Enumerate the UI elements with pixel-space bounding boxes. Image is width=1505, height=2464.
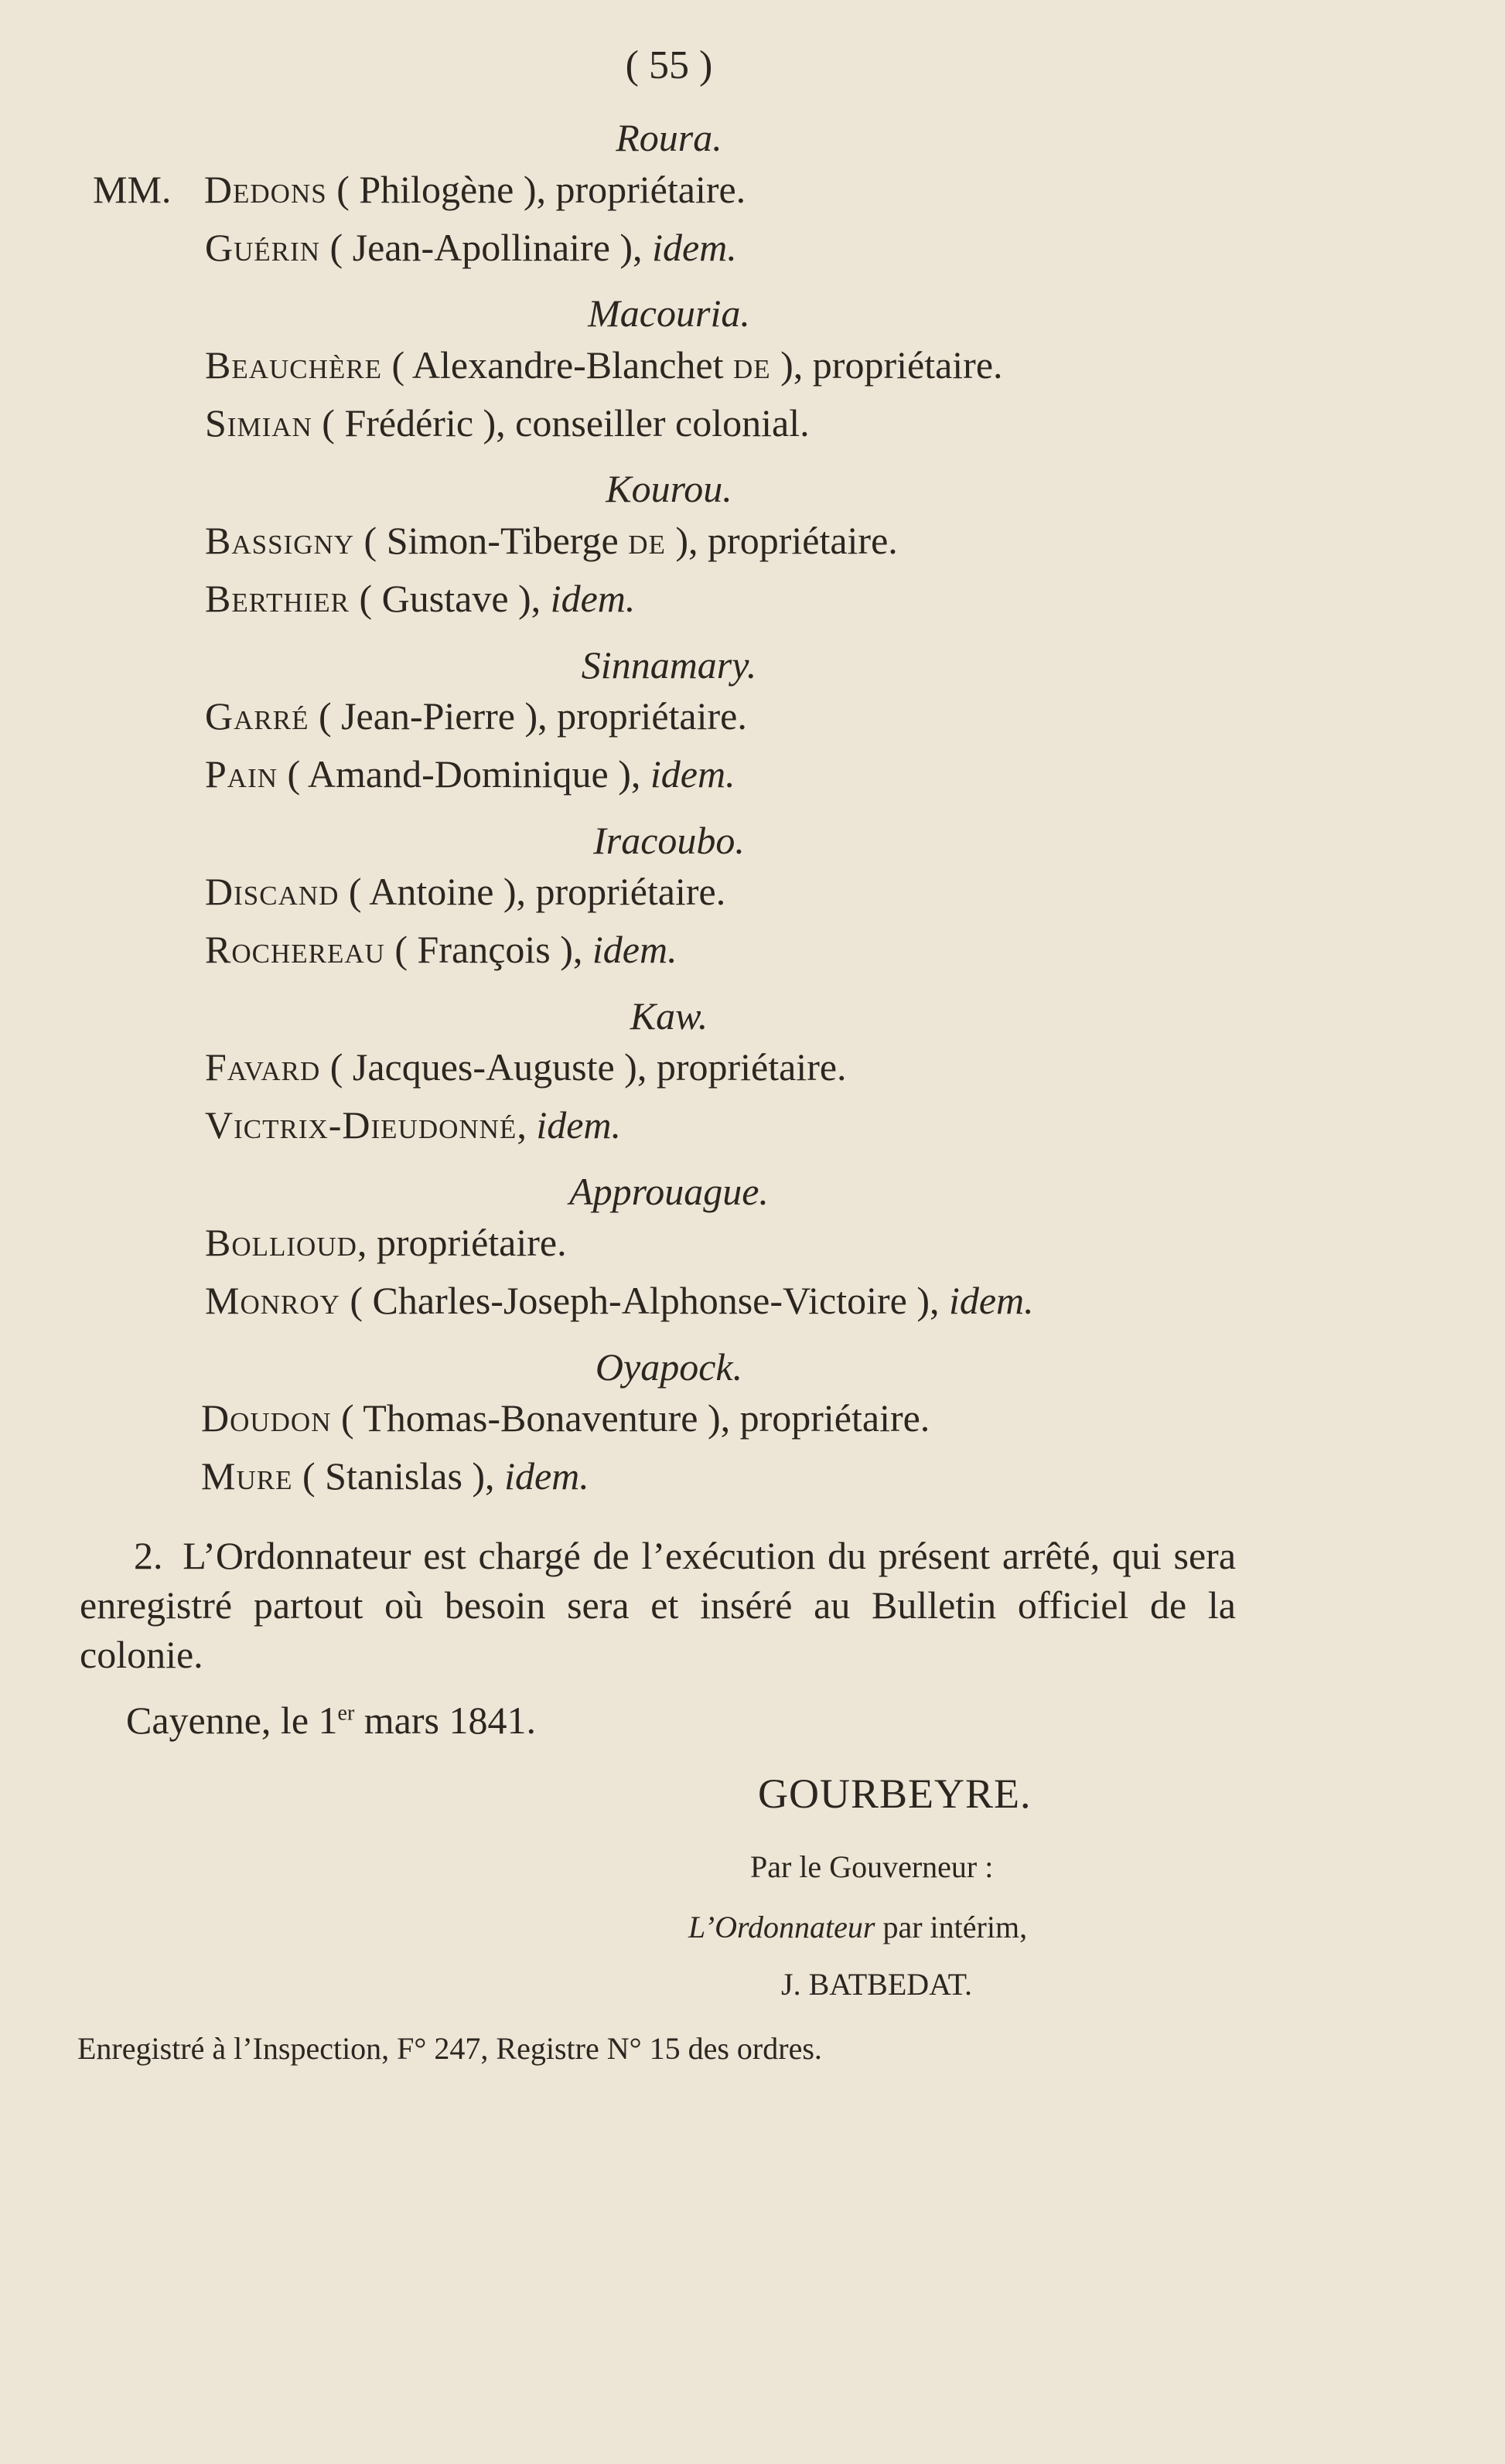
particle: de bbox=[628, 519, 666, 562]
list-entry bbox=[205, 342, 1003, 388]
list-entry bbox=[205, 575, 635, 622]
signature-by: Par le Gouverneur : bbox=[750, 1849, 994, 1884]
entry-details: ( Jean-Apollinaire ), bbox=[320, 226, 653, 269]
idem: idem. bbox=[592, 928, 677, 971]
surname: Guérin bbox=[205, 226, 321, 269]
entry-details: ( Charles-Joseph-Alphonse-Victoire ), bbox=[340, 1279, 949, 1322]
date-after: mars 1841. bbox=[354, 1699, 536, 1742]
surname: Dedons bbox=[203, 168, 327, 211]
list-entry bbox=[205, 1102, 621, 1148]
entry-details: ( Philogène ), propriétaire. bbox=[326, 168, 746, 211]
district-heading: Kaw. bbox=[630, 994, 708, 1038]
entry-details: ), propriétaire. bbox=[770, 343, 1003, 387]
entry-details: ( Amand-Dominique ), bbox=[278, 752, 650, 796]
entry-details: ( Frédéric ), conseiller colonial. bbox=[312, 401, 810, 445]
surname: Pain bbox=[205, 752, 278, 796]
page-number: ( 55 ) bbox=[625, 43, 713, 87]
date-line bbox=[126, 1697, 536, 1743]
list-entry bbox=[205, 868, 725, 915]
district-heading: Iracoubo. bbox=[593, 819, 745, 862]
surname: Berthier bbox=[205, 577, 350, 620]
list-entry bbox=[205, 693, 747, 739]
list-entry bbox=[205, 1277, 1034, 1324]
entry-details: ( Jacques-Auguste ), propriétaire. bbox=[320, 1045, 847, 1089]
district-heading: Sinnamary. bbox=[581, 643, 757, 687]
article-text: L’Ordonnateur est chargé de l’exécution du présent arrêté, qui sera enregistré partout où besoin sera et inséré au Bulletin officiel de la colonie. bbox=[80, 1534, 1237, 1676]
prefix-mm: MM. bbox=[93, 168, 172, 211]
list-entry bbox=[205, 400, 810, 446]
idem: idem. bbox=[650, 752, 735, 796]
surname: Garré bbox=[205, 694, 309, 738]
list-entry bbox=[205, 1219, 567, 1266]
surname: Mure bbox=[201, 1454, 293, 1498]
countersign: J. BATBEDAT. bbox=[781, 1967, 973, 2002]
surname: Victrix-Dieudonné bbox=[205, 1103, 517, 1147]
district-heading: Approuague. bbox=[569, 1170, 769, 1213]
entry-details: ( Gustave ), bbox=[350, 577, 551, 620]
entry-details: ), propriétaire. bbox=[665, 519, 898, 562]
district-heading: Roura. bbox=[616, 116, 722, 159]
entry-details: ( Alexandre-Blanchet bbox=[382, 343, 733, 387]
surname: Doudon bbox=[201, 1396, 332, 1440]
date-before: Cayenne, le 1 bbox=[126, 1699, 338, 1742]
role-italic: L’Ordonnateur bbox=[688, 1910, 875, 1944]
particle: de bbox=[733, 343, 771, 387]
date-sup: er bbox=[337, 1701, 355, 1726]
list-entry bbox=[201, 1453, 589, 1499]
list-entry bbox=[93, 166, 746, 213]
signature-role bbox=[688, 1908, 1027, 1947]
list-entry bbox=[205, 517, 898, 564]
district-heading: Oyapock. bbox=[595, 1345, 743, 1389]
registration-note: Enregistré à l’Inspection, F° 247, Registre N° 15 des ordres. bbox=[77, 2031, 822, 2066]
surname: Discand bbox=[205, 870, 340, 913]
signature-name: GOURBEYRE. bbox=[758, 1770, 1032, 1817]
entry-details: ( François ), bbox=[384, 928, 592, 971]
idem: idem. bbox=[652, 226, 737, 269]
surname: Favard bbox=[205, 1045, 321, 1089]
list-entry bbox=[205, 1044, 847, 1090]
district-heading: Macouria. bbox=[588, 291, 750, 335]
list-entry bbox=[205, 751, 735, 797]
article-paragraph bbox=[80, 1531, 1236, 1679]
surname: Beauchère bbox=[205, 343, 383, 387]
idem: idem. bbox=[948, 1279, 1034, 1322]
article-number: 2. bbox=[134, 1534, 163, 1577]
surname: Simian bbox=[205, 401, 312, 445]
entry-details: , propriétaire. bbox=[357, 1221, 567, 1264]
surname: Bassigny bbox=[205, 519, 355, 562]
surname: Monroy bbox=[205, 1279, 340, 1322]
idem: idem. bbox=[536, 1103, 622, 1147]
district-heading: Kourou. bbox=[606, 467, 732, 510]
surname: Bollioud bbox=[205, 1221, 357, 1264]
entry-details: ( Stanislas ), bbox=[292, 1454, 505, 1498]
list-entry bbox=[201, 1395, 930, 1441]
surname: Rochereau bbox=[205, 928, 385, 971]
idem: idem. bbox=[504, 1454, 589, 1498]
list-entry bbox=[205, 926, 677, 973]
entry-details: ( Simon-Tiberge bbox=[354, 519, 629, 562]
role-rest: par intérim, bbox=[875, 1910, 1028, 1944]
entry-details: ( Thomas-Bonaventure ), propriétaire. bbox=[331, 1396, 930, 1440]
entry-details: ( Jean-Pierre ), propriétaire. bbox=[309, 694, 747, 738]
entry-details: , bbox=[517, 1103, 537, 1147]
idem: idem. bbox=[550, 577, 636, 620]
list-entry bbox=[205, 224, 737, 271]
entry-details: ( Antoine ), propriétaire. bbox=[339, 870, 726, 913]
